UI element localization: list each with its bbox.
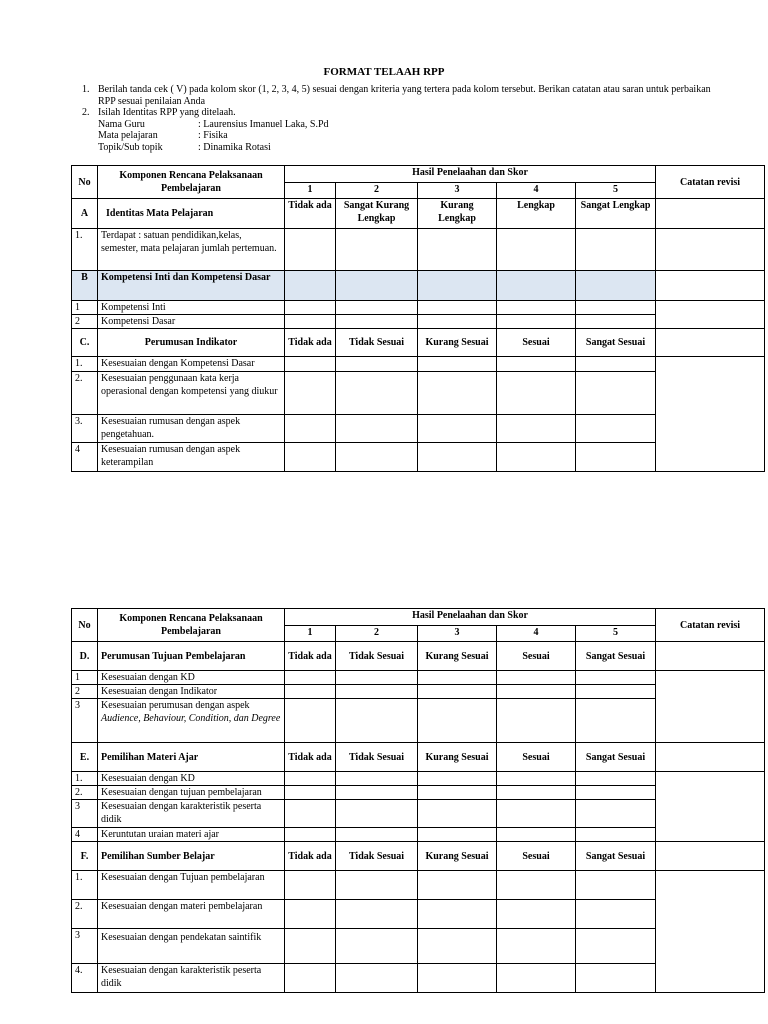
table-row: 4 Keruntutan uraian materi ajar	[72, 828, 765, 842]
score-cell[interactable]	[285, 828, 336, 842]
score-cell[interactable]	[418, 229, 497, 271]
score-cell[interactable]	[418, 900, 497, 929]
score-cell[interactable]	[576, 372, 656, 415]
table-header-row: No Komponen Rencana Pelaksanaan Pembelajaran Hasil Penelaahan dan Skor Catatan revisi	[72, 166, 765, 183]
score-cell[interactable]	[336, 315, 418, 329]
score-cell[interactable]	[336, 671, 418, 685]
score-cell[interactable]	[576, 900, 656, 929]
table-row: 3 Kesesuaian dengan pendekatan saintifik	[72, 929, 765, 964]
score-cell[interactable]	[497, 828, 576, 842]
score-header-row: 1 2 3 4 5	[72, 183, 765, 199]
instructions	[82, 84, 722, 153]
score-cell[interactable]	[576, 699, 656, 743]
score-cell[interactable]	[336, 229, 418, 271]
score-cell[interactable]	[285, 229, 336, 271]
score-cell[interactable]	[418, 372, 497, 415]
table-header-row: No Komponen Rencana Pelaksanaan Pembelajaran Hasil Penelaahan dan Skor Catatan revisi	[72, 609, 765, 626]
score-cell[interactable]	[285, 871, 336, 900]
score-cell[interactable]	[576, 229, 656, 271]
score-cell[interactable]	[285, 357, 336, 372]
score-cell[interactable]	[576, 929, 656, 964]
section-row-e: E. Pemilihan Materi Ajar Tidak ada Tidak Sesuai Kurang Sesuai Sesuai Sangat Sesuai	[72, 743, 765, 772]
score-cell[interactable]	[418, 671, 497, 685]
score-cell[interactable]	[418, 871, 497, 900]
score-cell[interactable]	[336, 357, 418, 372]
table-row: 4 Kesesuaian rumusan dengan aspek keterampilan	[72, 443, 765, 472]
score-cell[interactable]	[285, 443, 336, 472]
table-row: 4. Kesesuaian dengan karakteristik peserta didik	[72, 964, 765, 993]
score-cell[interactable]	[418, 699, 497, 743]
score-cell[interactable]	[285, 372, 336, 415]
score-cell[interactable]	[336, 929, 418, 964]
score-cell[interactable]	[497, 443, 576, 472]
score-cell[interactable]	[418, 301, 497, 315]
score-cell[interactable]	[497, 685, 576, 699]
score-cell[interactable]	[285, 671, 336, 685]
table-row: 1 Kompetensi Inti	[72, 301, 765, 315]
score-cell[interactable]	[336, 772, 418, 786]
score-cell[interactable]	[576, 357, 656, 372]
table-row: 1. Kesesuaian dengan Kompetensi Dasar	[72, 357, 765, 372]
notes-cell[interactable]	[656, 671, 765, 743]
section-row-b: B Kompetensi Inti dan Kompetensi Dasar	[72, 271, 765, 301]
score-cell[interactable]	[285, 900, 336, 929]
score-cell[interactable]	[497, 357, 576, 372]
score-cell[interactable]	[497, 964, 576, 993]
score-cell[interactable]	[285, 929, 336, 964]
score-cell[interactable]	[497, 871, 576, 900]
score-cell[interactable]	[576, 786, 656, 800]
score-cell[interactable]	[285, 685, 336, 699]
score-cell[interactable]	[497, 671, 576, 685]
score-cell[interactable]	[576, 772, 656, 786]
section-row-d: D. Perumusan Tujuan Pembelajaran Tidak ada Tidak Sesuai Kurang Sesuai Sesuai Sangat Sesuai	[72, 642, 765, 671]
score-cell[interactable]	[576, 315, 656, 329]
score-cell[interactable]	[576, 800, 656, 828]
notes-cell[interactable]	[656, 772, 765, 842]
score-header-row: 1 2 3 4 5	[72, 626, 765, 642]
score-cell[interactable]	[576, 443, 656, 472]
score-cell[interactable]	[497, 786, 576, 800]
notes-cell[interactable]	[656, 871, 765, 993]
score-cell[interactable]	[576, 964, 656, 993]
table-row: 2. Kesesuaian dengan tujuan pembelajaran	[72, 786, 765, 800]
score-cell[interactable]	[418, 929, 497, 964]
score-cell[interactable]	[418, 772, 497, 786]
notes-cell[interactable]	[656, 357, 765, 472]
notes-cell[interactable]	[656, 229, 765, 271]
score-cell[interactable]	[418, 443, 497, 472]
score-cell[interactable]	[497, 772, 576, 786]
review-table-2	[71, 608, 765, 993]
score-cell[interactable]	[576, 828, 656, 842]
identity-line: Topik/Sub topik : Dinamika Rotasi	[98, 141, 271, 153]
score-cell[interactable]	[418, 315, 497, 329]
score-cell[interactable]	[418, 828, 497, 842]
score-cell[interactable]	[497, 929, 576, 964]
table-row: 3 Kesesuaian dengan karakteristik peserta didik	[72, 800, 765, 828]
score-cell[interactable]	[336, 900, 418, 929]
table-row: 1. Kesesuaian dengan KD	[72, 772, 765, 786]
rpp-identity	[98, 119, 722, 154]
score-cell[interactable]	[336, 443, 418, 472]
score-cell[interactable]	[336, 786, 418, 800]
score-cell[interactable]	[285, 800, 336, 828]
table-row: 2 Kompetensi Dasar	[72, 315, 765, 329]
score-cell[interactable]	[497, 372, 576, 415]
score-cell[interactable]	[497, 800, 576, 828]
score-cell[interactable]	[497, 229, 576, 271]
score-cell[interactable]	[418, 415, 497, 443]
table-row: 1 Kesesuaian dengan KD	[72, 671, 765, 685]
score-cell[interactable]	[497, 415, 576, 443]
score-cell[interactable]	[576, 671, 656, 685]
section-row-a: A Identitas Mata Pelajaran Tidak ada Sangat Kurang Lengkap Kurang Lengkap Lengkap Sangat Lengkap	[72, 199, 765, 229]
score-cell[interactable]	[576, 685, 656, 699]
table-row: 2. Kesesuaian penggunaan kata kerja operasional dengan kompetensi yang diukur	[72, 372, 765, 415]
score-cell[interactable]	[285, 699, 336, 743]
table-row: 1. Terdapat : satuan pendidikan,kelas, semester, mata pelajaran jumlah pertemuan.	[72, 229, 765, 271]
score-cell[interactable]	[576, 415, 656, 443]
score-cell[interactable]	[336, 828, 418, 842]
score-cell[interactable]	[336, 699, 418, 743]
table-row: 3 Kesesuaian perumusan dengan aspek Audience, Behaviour, Condition, dan Degree	[72, 699, 765, 743]
section-row-c: C. Perumusan Indikator Tidak ada Tidak Sesuai Kurang Sesuai Sesuai Sangat Sesuai	[72, 329, 765, 357]
score-cell[interactable]	[336, 871, 418, 900]
score-cell[interactable]	[418, 786, 497, 800]
section-row-f: F. Pemilihan Sumber Belajar Tidak ada Tidak Sesuai Kurang Sesuai Sesuai Sangat Sesuai	[72, 842, 765, 871]
instruction-item: 2. Isilah Identitas RPP yang ditelaah.	[82, 107, 236, 118]
identity-line: Nama Guru : Laurensius Imanuel Laka, S.Pd	[98, 118, 329, 130]
table-row: 3. Kesesuaian rumusan dengan aspek pengetahuan.	[72, 415, 765, 443]
identity-line: Mata pelajaran : Fisika	[98, 130, 228, 141]
score-cell[interactable]	[418, 357, 497, 372]
score-cell[interactable]	[285, 415, 336, 443]
score-cell[interactable]	[418, 685, 497, 699]
score-cell[interactable]	[336, 800, 418, 828]
score-cell[interactable]	[497, 315, 576, 329]
score-cell[interactable]	[576, 301, 656, 315]
score-cell[interactable]	[285, 315, 336, 329]
page-title: FORMAT TELAAH RPP	[323, 66, 445, 78]
score-cell[interactable]	[285, 301, 336, 315]
instruction-item: 1. Berilah tanda cek ( V) pada kolom skor (1, 2, 3, 4, 5) sesuai dengan kriteria yang tertera pada kolom tersebut. Berikan catatan atau saran untuk perbaikan RPP sesuai penilaian Anda	[82, 84, 711, 107]
score-cell[interactable]	[497, 699, 576, 743]
score-cell[interactable]	[336, 372, 418, 415]
table-row: 2. Kesesuaian dengan materi pembelajaran	[72, 900, 765, 929]
score-cell[interactable]	[497, 301, 576, 315]
score-cell[interactable]	[336, 964, 418, 993]
score-cell[interactable]	[497, 900, 576, 929]
score-cell[interactable]	[418, 964, 497, 993]
score-cell[interactable]	[285, 786, 336, 800]
notes-cell[interactable]	[656, 301, 765, 329]
score-cell[interactable]	[576, 871, 656, 900]
review-table-1	[71, 165, 765, 472]
score-cell[interactable]	[418, 800, 497, 828]
score-cell[interactable]	[336, 415, 418, 443]
score-cell[interactable]	[336, 685, 418, 699]
table-row: 2 Kesesuaian dengan Indikator	[72, 685, 765, 699]
score-cell[interactable]	[285, 964, 336, 993]
score-cell[interactable]	[336, 301, 418, 315]
score-cell[interactable]	[285, 772, 336, 786]
table-row: 1. Kesesuaian dengan Tujuan pembelajaran	[72, 871, 765, 900]
